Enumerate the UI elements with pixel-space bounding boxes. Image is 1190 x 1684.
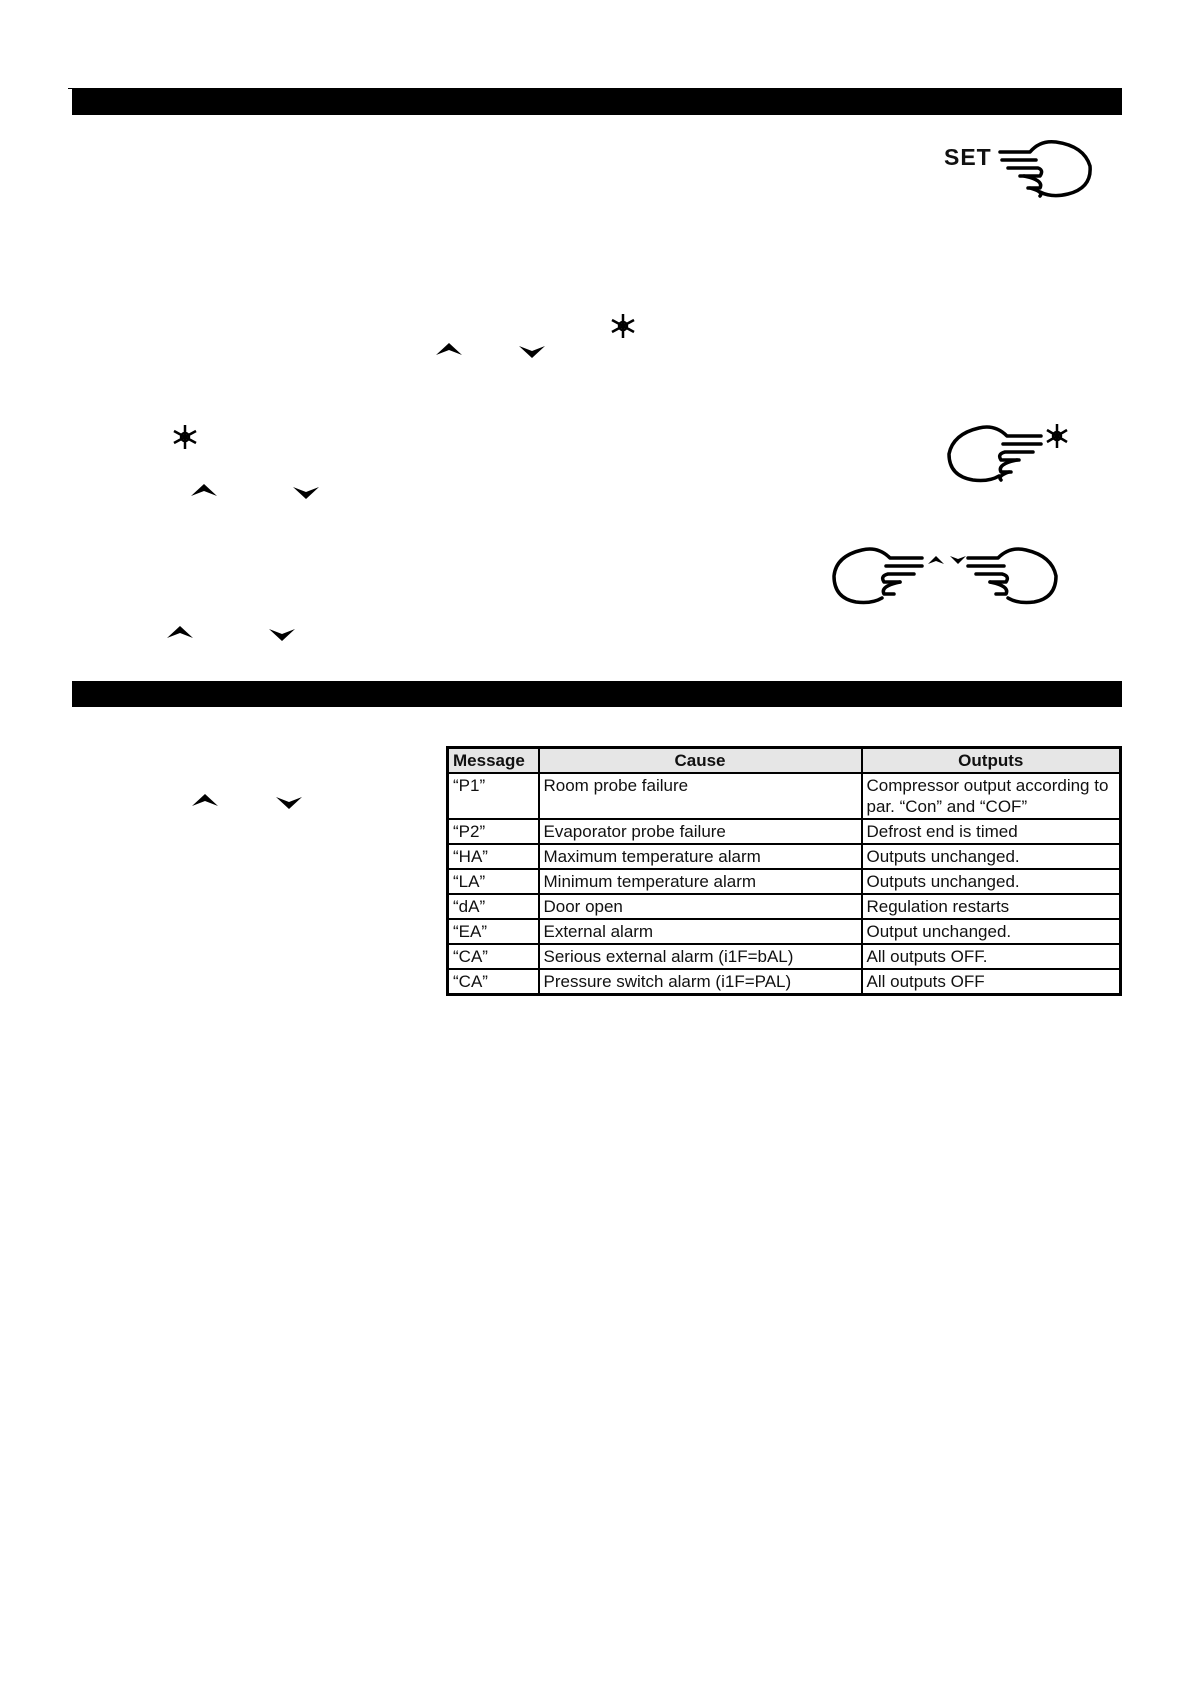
table-row <box>448 969 1121 995</box>
cell-cause: Room probe failure <box>539 773 862 819</box>
hand-pointer-icon <box>944 136 1094 200</box>
cell-message: “P1” <box>448 773 539 819</box>
up-arrow-icon <box>191 793 219 807</box>
table-row <box>448 819 1121 844</box>
cell-outputs: All outputs OFF <box>862 969 1121 995</box>
hand-pointer-icon <box>830 542 1085 608</box>
table-row <box>448 944 1121 969</box>
cell-message: “HA” <box>448 844 539 869</box>
cell-outputs: Regulation restarts <box>862 894 1121 919</box>
cell-message: “EA” <box>448 919 539 944</box>
table-row <box>448 844 1121 869</box>
alarm-messages-table <box>446 746 1122 996</box>
cell-message: “dA” <box>448 894 539 919</box>
set-label: SET <box>944 144 992 170</box>
cell-outputs: Output unchanged. <box>862 919 1121 944</box>
cell-cause: Maximum temperature alarm <box>539 844 862 869</box>
cell-outputs: Outputs unchanged. <box>862 844 1121 869</box>
cell-message: “P2” <box>448 819 539 844</box>
cell-outputs: Defrost end is timed <box>862 819 1121 844</box>
cell-cause: Door open <box>539 894 862 919</box>
down-arrow-icon <box>518 345 546 359</box>
cell-cause: Minimum temperature alarm <box>539 869 862 894</box>
section-header-bar-2 <box>72 681 1122 707</box>
header-outputs: Outputs <box>862 748 1121 774</box>
hand-pointer-icon <box>945 420 1075 486</box>
cell-outputs: Compressor output according to par. “Con” and “COF” <box>862 773 1121 819</box>
cell-outputs: Outputs unchanged. <box>862 869 1121 894</box>
section-header-bar <box>72 89 1122 115</box>
table-header-row <box>448 748 1121 774</box>
header-message: Message <box>448 748 539 774</box>
set-button-hand <box>944 136 1094 200</box>
snowflake-icon <box>610 312 636 340</box>
cell-cause: Pressure switch alarm (i1F=PAL) <box>539 969 862 995</box>
cell-message: “CA” <box>448 944 539 969</box>
table-row <box>448 869 1121 894</box>
cell-cause: Serious external alarm (i1F=bAL) <box>539 944 862 969</box>
up-arrow-icon <box>435 342 463 356</box>
cell-cause: External alarm <box>539 919 862 944</box>
cell-outputs: All outputs OFF. <box>862 944 1121 969</box>
cell-message: “CA” <box>448 969 539 995</box>
up-arrow-icon <box>166 625 194 639</box>
down-arrow-icon <box>292 486 320 500</box>
cell-cause: Evaporator probe failure <box>539 819 862 844</box>
down-arrow-icon <box>275 796 303 810</box>
table-row <box>448 773 1121 819</box>
up-arrow-icon <box>190 483 218 497</box>
snowflake-icon <box>172 423 198 451</box>
table-row <box>448 894 1121 919</box>
cell-message: “LA” <box>448 869 539 894</box>
table-row <box>448 919 1121 944</box>
header-cause: Cause <box>539 748 862 774</box>
down-arrow-icon <box>268 628 296 642</box>
